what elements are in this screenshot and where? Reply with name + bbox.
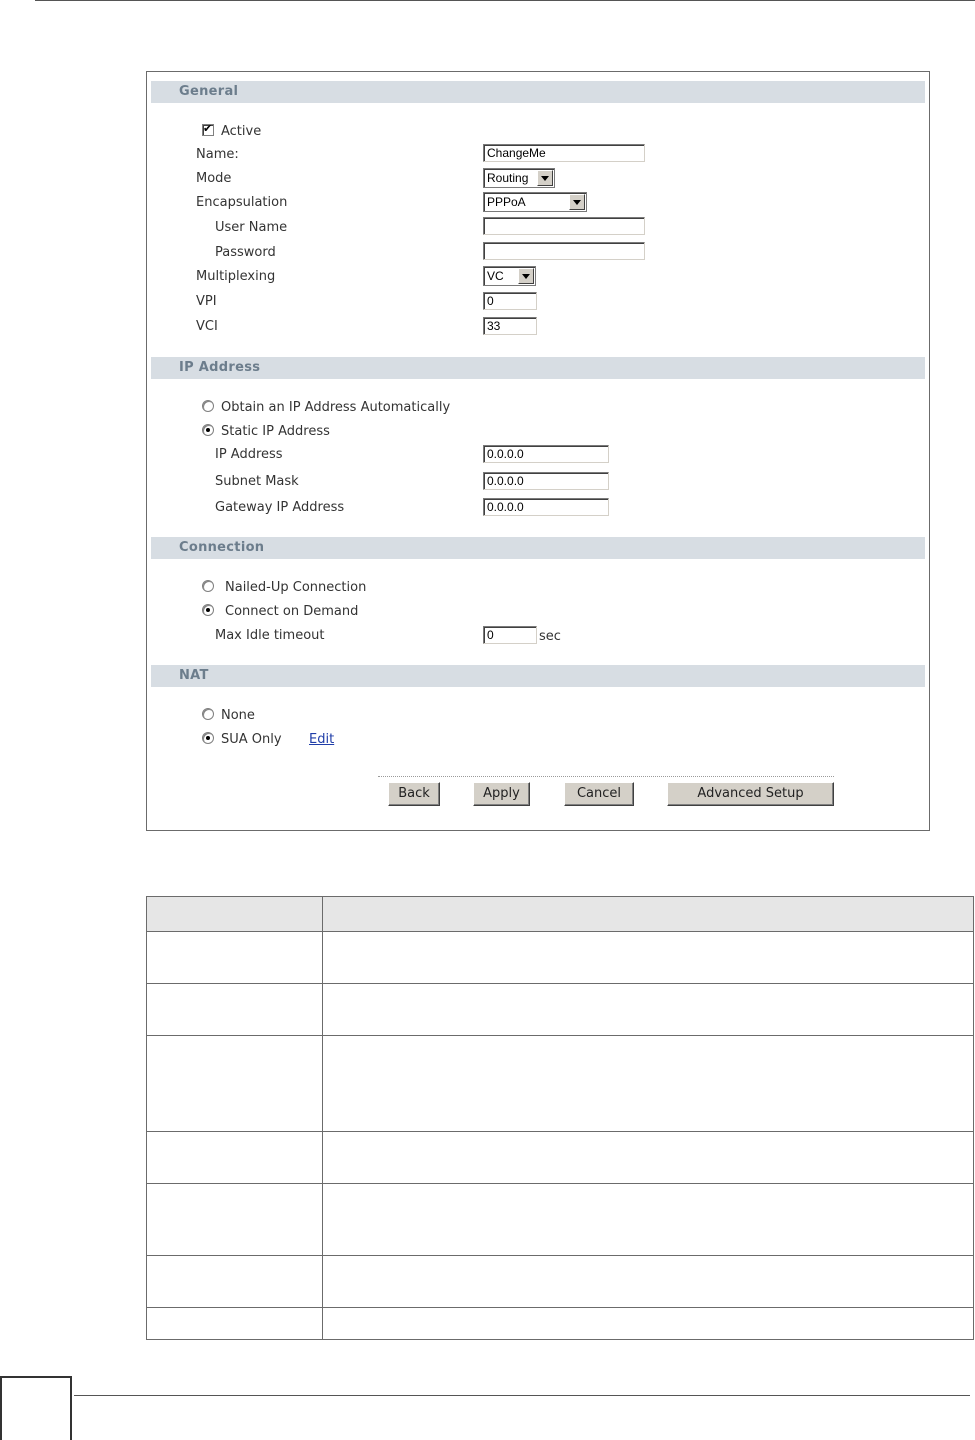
ip-section-header <box>151 357 925 379</box>
ip-address-input[interactable]: 0.0.0.0 <box>483 445 609 463</box>
encapsulation-select-value: PPPoA <box>487 195 526 209</box>
gateway-ip-input[interactable]: 0.0.0.0 <box>483 498 609 516</box>
password-label: Password <box>215 245 276 260</box>
general-section-title: General <box>179 84 239 99</box>
apply-button[interactable]: Apply <box>473 782 530 806</box>
cancel-button[interactable]: Cancel <box>564 782 634 806</box>
obtain-ip-radio[interactable] <box>202 400 214 412</box>
mode-select-value: Routing <box>487 171 529 185</box>
table-row <box>147 1132 974 1184</box>
ip-address-label: IP Address <box>215 447 283 462</box>
advanced-setup-button[interactable]: Advanced Setup <box>667 782 834 806</box>
static-ip-radio[interactable] <box>202 424 214 436</box>
nailed-up-label: Nailed-Up Connection <box>225 580 367 595</box>
subnet-mask-input[interactable]: 0.0.0.0 <box>483 472 609 490</box>
active-label: Active <box>221 124 262 139</box>
multiplexing-select-value: VC <box>487 269 504 283</box>
subnet-mask-label: Subnet Mask <box>215 474 299 489</box>
footer-rule <box>74 1395 970 1396</box>
nat-none-radio[interactable] <box>202 708 214 720</box>
sua-edit-link[interactable]: Edit <box>309 732 335 747</box>
back-button[interactable]: Back <box>388 782 440 806</box>
table-row <box>147 1256 974 1308</box>
name-input[interactable]: ChangeMe <box>483 144 645 162</box>
name-label: Name: <box>196 147 239 162</box>
chevron-down-icon[interactable] <box>518 268 534 284</box>
username-input[interactable] <box>483 217 645 235</box>
obtain-ip-label: Obtain an IP Address Automatically <box>221 400 451 415</box>
max-idle-label: Max Idle timeout <box>215 628 325 643</box>
table-row <box>147 1308 974 1340</box>
connect-on-demand-label: Connect on Demand <box>225 604 359 619</box>
connect-on-demand-radio[interactable] <box>202 604 214 616</box>
active-checkbox[interactable] <box>202 124 214 136</box>
username-label: User Name <box>215 220 288 235</box>
page-number-box <box>0 1376 72 1440</box>
gateway-ip-label: Gateway IP Address <box>215 500 345 515</box>
nat-section-header <box>151 665 925 687</box>
chevron-down-icon[interactable] <box>537 170 553 186</box>
general-section-header <box>151 81 925 103</box>
vci-label: VCI <box>196 319 218 334</box>
idle-unit-label: sec <box>539 629 561 644</box>
encapsulation-label: Encapsulation <box>196 195 288 210</box>
multiplexing-label: Multiplexing <box>196 269 276 284</box>
chevron-down-icon[interactable] <box>569 194 585 210</box>
top-rule <box>35 0 975 1</box>
sua-only-label: SUA Only <box>221 732 282 747</box>
ip-section-title: IP Address <box>179 360 261 375</box>
table-row <box>147 1036 974 1132</box>
multiplexing-select[interactable] <box>483 266 536 286</box>
table-row <box>147 1184 974 1256</box>
button-divider <box>378 776 834 777</box>
nailed-up-radio[interactable] <box>202 580 214 592</box>
max-idle-input[interactable]: 0 <box>483 626 537 644</box>
nat-section-title: NAT <box>179 668 209 683</box>
encapsulation-select[interactable] <box>483 192 587 212</box>
vpi-label: VPI <box>196 294 217 309</box>
vpi-input[interactable]: 0 <box>483 292 537 310</box>
connection-section-header <box>151 537 925 559</box>
nat-none-label: None <box>221 708 255 723</box>
wan-setup-panel <box>146 71 930 831</box>
field-description-table <box>146 896 974 1340</box>
mode-select[interactable] <box>483 168 555 188</box>
connection-section-title: Connection <box>179 540 265 555</box>
vci-input[interactable]: 33 <box>483 317 537 335</box>
mode-label: Mode <box>196 171 232 186</box>
table-row <box>147 932 974 984</box>
table-header-row <box>147 897 974 932</box>
table-row <box>147 984 974 1036</box>
password-input[interactable] <box>483 242 645 260</box>
static-ip-label: Static IP Address <box>221 424 330 439</box>
sua-only-radio[interactable] <box>202 732 214 744</box>
